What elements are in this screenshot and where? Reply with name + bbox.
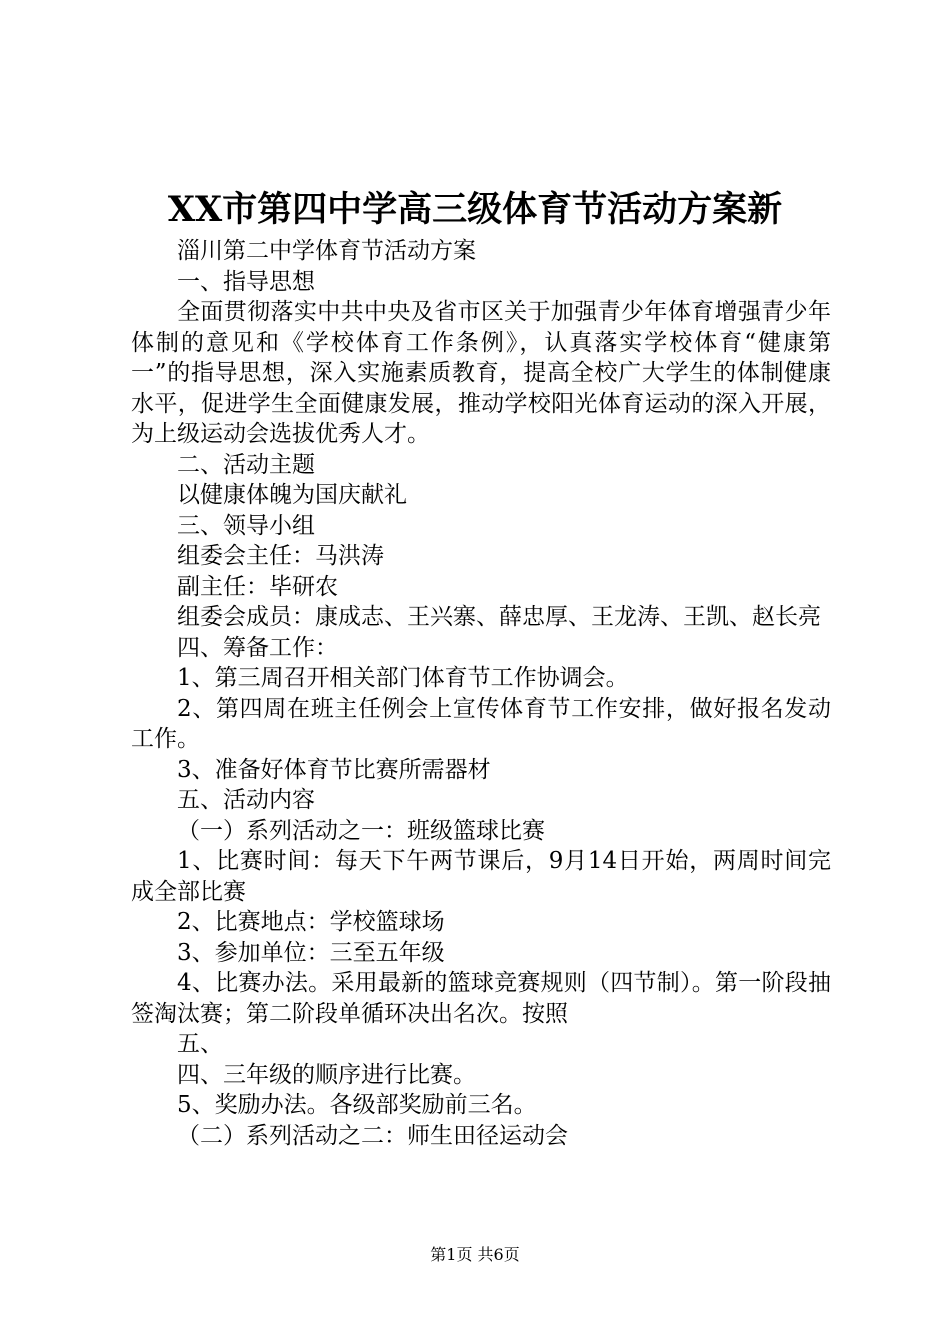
section-heading: 三、领导小组 [177,512,315,539]
paragraph: 以健康体魄为国庆献礼 [177,482,407,508]
paragraph: 五、 [177,1031,223,1057]
paragraph: 四、三年级的顺序进行比赛。 [177,1061,476,1088]
paragraph: 组委会成员：康成志、王兴寨、薛忠厚、王龙涛、王凯、赵长亮 [177,604,821,630]
paragraph: 组委会主任：马洪涛 [177,543,384,569]
list-item: 3、参加单位：三至五年级 [177,939,445,966]
document-body [131,236,831,1151]
list-item: 5、奖励办法。各级部奖励前三名。 [177,1092,537,1118]
subsection-heading: （一）系列活动之一：班级篮球比赛 [177,817,545,844]
section-heading: 五、活动内容 [177,787,315,813]
document-title: XX市第四中学高三级体育节活动方案新 [167,189,783,230]
section-heading: 四、筹备工作： [177,634,338,661]
list-item: 3、准备好体育节比赛所需器材 [177,756,491,783]
paragraph: 淄川第二中学体育节活动方案 [177,238,476,264]
paragraph: 全面贯彻落实中共中央及省市区关于加强青少年体育增强青少年体制的意见和《学校体育工作条例》，认真落实学校体育“健康第一”的指导思想，深入实施素质教育，提高全校广大学生的体制健康水平，促进学生全面健康发展，推动学校阳光体育运动的深入开展，为上级运动会选拔优秀人才。 [131,299,831,447]
section-heading: 一、指导思想 [177,268,315,295]
list-item: 2、第四周在班主任例会上宣传体育节工作安排，做好报名发动工作。 [131,695,831,752]
list-item: 1、比赛时间：每天下午两节课后，9月14日开始，两周时间完成全部比赛 [131,848,831,905]
list-item: 1、第三周召开相关部门体育节工作协调会。 [177,665,629,691]
list-item: 2、比赛地点：学校篮球场 [177,909,445,935]
page-footer: 第1页 共6页 [430,1245,520,1264]
section-heading: 二、活动主题 [177,451,315,478]
subsection-heading: （二）系列活动之二：师生田径运动会 [177,1122,568,1149]
list-item: 4、比赛办法。采用最新的篮球竞赛规则（四节制）。第一阶段抽签淘汰赛；第二阶段单循环决出名次。按照 [131,970,831,1027]
paragraph: 副主任：毕研农 [177,573,338,600]
